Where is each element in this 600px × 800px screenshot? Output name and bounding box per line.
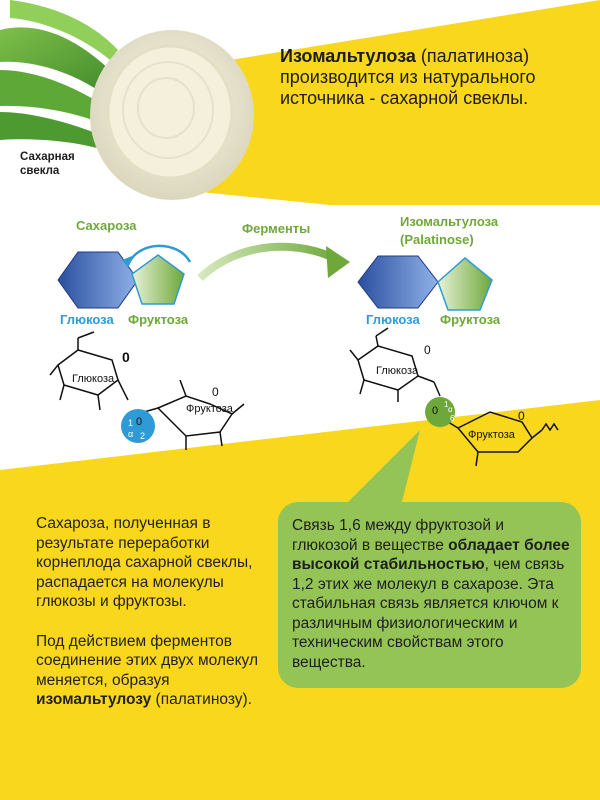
bond-left-num-bottom: 2 — [140, 431, 146, 441]
bond-right-alpha: α — [448, 405, 453, 414]
arrow-head-icon — [326, 246, 350, 278]
callout-pointer — [330, 430, 430, 510]
enzymes-label: Ферменты — [242, 221, 311, 236]
bond-right-num-top: 1 — [444, 400, 449, 409]
ring-oxygen-left: 0 — [122, 349, 130, 365]
glucose-hexagon-right — [358, 256, 438, 308]
ring-oxygen-right-2: 0 — [518, 409, 525, 423]
intro-text: Изомальтулоза (палатиноза) производится из натурального источника - сахарной свеклы. — [280, 46, 536, 108]
ring-oxygen-right: 0 — [424, 343, 431, 357]
bond-left-num-top: 1 — [128, 418, 134, 428]
sucrose-label: Сахароза — [76, 218, 137, 233]
beet-caption: Сахарная свекла — [20, 151, 75, 177]
fructose-ring-label-left: Фруктоза — [186, 403, 233, 415]
glucose-ring-label-left: Глюкоза — [72, 373, 115, 385]
bond-left-alpha: α — [128, 429, 134, 439]
fructose-label-left: Фруктоза — [128, 312, 189, 327]
fructose-ring-label-right: Фруктоза — [468, 429, 515, 441]
fructose-pentagon — [132, 255, 184, 304]
glucose-ring-label-right: Глюкоза — [376, 365, 419, 377]
sucrose-paragraph-1: Сахароза, полученная в результате переработки корнеплода сахарной свеклы, распадается на молекулы глюкозы и фруктозы. — [36, 515, 253, 610]
conversion-diagram — [0, 200, 600, 490]
fructose-pentagon-right — [438, 258, 492, 310]
bond-right-num-bottom: 6 — [450, 414, 455, 423]
sucrose-paragraph-2: Под действием ферментов соединение этих двух молекул меняется, образуя изомальтулозу (палатинозу). — [36, 632, 258, 708]
ring-oxygen-left-2: 0 — [212, 385, 219, 399]
fructose-label-right: Фруктоза — [440, 312, 501, 327]
stability-callout: Связь 1,6 между фруктозой и глюкозой в веществе обладает более высокой стабильностью, чем связь 1,2 этих же молекул в сахарозе. Эта стабильная связь является ключом к различным физиологическим и техническим свойствам этого вещества. — [278, 502, 581, 688]
glucose-label-left: Глюкоза — [60, 312, 114, 327]
bond-right-oxygen: 0 — [432, 405, 439, 417]
sugar-beet-image — [0, 0, 270, 210]
isomaltulose-label: Изомальтулоза — [400, 214, 499, 229]
bond-left-oxygen: 0 — [136, 416, 143, 428]
enzymes-arrow — [200, 247, 338, 278]
glucose-label-right: Глюкоза — [366, 312, 420, 327]
palatinose-label: (Palatinose) — [400, 232, 474, 247]
sucrose-explanation — [36, 514, 266, 730]
